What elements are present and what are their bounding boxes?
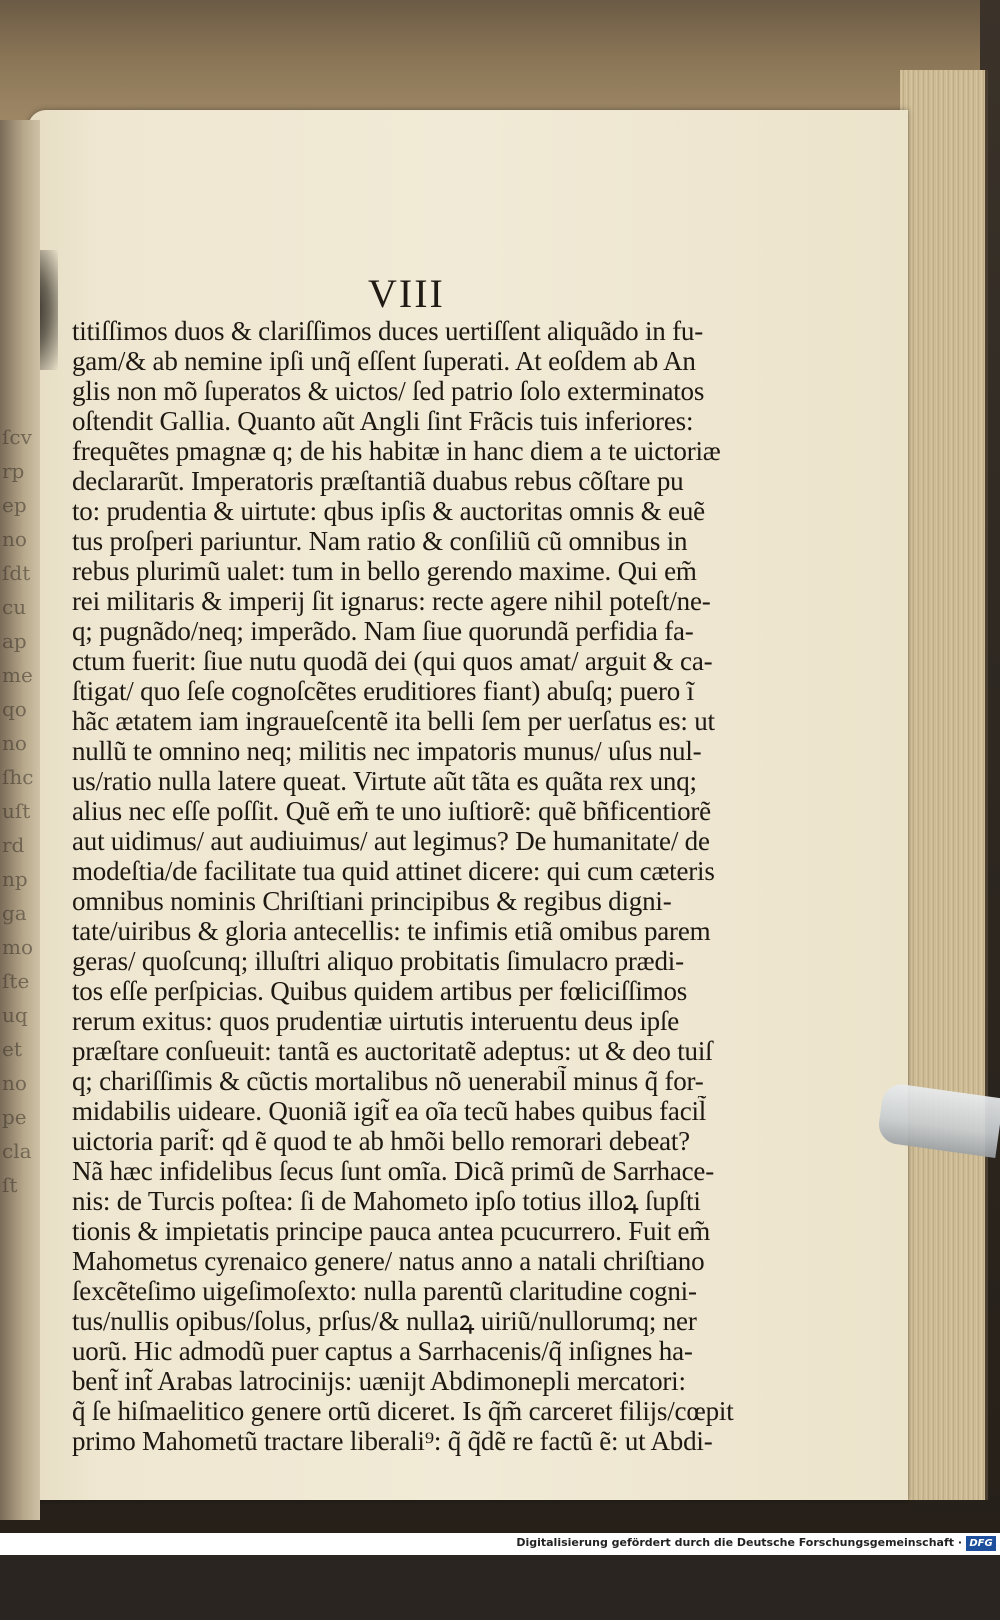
page-number: VIII <box>368 271 445 316</box>
text-line: q̃ ſe hiſmaelitico genere ortũ diceret. Is q̃m̃ carceret filijs/cœpit <box>72 1396 734 1426</box>
book-page <box>28 110 908 1500</box>
text-line: oſtendit Gallia. Quanto aũt Angli ſint Frãcis tuis inferiores: <box>72 406 694 436</box>
text-line: q; chariſſimis & cũctis mortalibus nõ uenerabil̃ minus q̃ for- <box>72 1066 704 1096</box>
text-line: aut uidimus/ aut audiuimus/ aut legimus? De humanitate/ de <box>72 826 710 856</box>
text-line: rebus plurimũ ualet: tum in bello gerendo maxime. Qui em̃ <box>72 556 697 586</box>
text-line: omnibus nominis Chriſtiani principibus & regibus digni- <box>72 886 672 916</box>
text-line: tate/uiribus & gloria antecellis: te infimis etiã omibus parem <box>72 916 711 946</box>
text-line: midabilis uideare. Quoniã igit̃ ea oĩa tecũ habes quibus facil̃ <box>72 1096 707 1126</box>
text-line: tos eſſe perſpicias. Quibus quidem artibus per fœliciſſimos <box>72 976 688 1006</box>
page-text-block <box>72 316 902 1456</box>
text-line: ſtigat/ quo ſeſe cognoſcẽtes eruditiores fiant) abuſq; puero ĩ <box>72 676 694 706</box>
text-line: to: prudentia & uirtute: qbus ipſis & auctoritas omnis & euẽ <box>72 496 705 526</box>
text-line: præſtare conſueuit: tantã es auctoritatẽ adeptus: ut & deo tuiſ <box>72 1036 713 1066</box>
text-line: bent̃ int̃ Arabas latrocinijs: uænijt Abdimonepli mercatori: <box>72 1366 686 1396</box>
text-line: titiſſimos duos & clariſſimos duces uertiſſent aliquãdo in fu- <box>72 316 703 346</box>
text-line: frequẽtes pmagnæ q; de his habitæ in hanc diem a te uictoriæ <box>72 436 721 466</box>
text-line: primo Mahometũ tractare liberali⁹: q̃ q̃dẽ re factũ ẽ: ut Abdi- <box>72 1426 713 1456</box>
left-page-text-fragment: ſcvrpepnoſdtcuapmeqonoſhcuſtrdnpgamoſteuqetnopeclaſt <box>2 425 34 1197</box>
dfg-logo: DFG <box>966 1536 996 1551</box>
text-line: hãc ætatem iam ingraueſcentẽ ita belli ſem per uerſatus es: ut <box>72 706 715 736</box>
text-line: uorũ. Hic admodũ puer captus a Sarrhacenis/q̃ inſignes ha- <box>72 1336 693 1366</box>
left-page-edge <box>0 120 40 1520</box>
text-line: rerum exitus: quos prudentiæ uirtutis interuentu deus ipſe <box>72 1006 680 1036</box>
text-line: Mahometus cyrenaico genere/ natus anno a natali chriſtiano <box>72 1246 705 1276</box>
text-line: declararũt. Imperatoris præſtantiã duabus rebus cõſtare pu <box>72 466 684 496</box>
text-line: q; pugnãdo/neq; imperãdo. Nam ſiue quorundã perfidia fa- <box>72 616 694 646</box>
text-line: nullũ te omnino neq; militis nec impatoris munus/ uſus nul- <box>72 736 702 766</box>
text-line: alius nec eſſe poſſit. Quẽ em̃ te uno iuſtiorẽ: quẽ bñficentiorẽ <box>72 796 711 826</box>
text-line: uictoria parit̃: qd ẽ quod te ab hmõi bello remorari debeat? <box>72 1126 690 1156</box>
footer-credit-text: Digitalisierung gefördert durch die Deutsche Forschungsgemeinschaft · <box>516 1536 962 1549</box>
text-line: ctum fuerit: ſiue nutu quodã dei (qui quos amat/ arguit & ca- <box>72 646 713 676</box>
text-line: tionis & impietatis principe pauca antea pcucurrero. Fuit em̃ <box>72 1216 711 1246</box>
text-line: tus/nullis opibus/ſolus, prſus/& nullaꝝ uiriũ/nullorumq; ner <box>72 1306 697 1336</box>
text-line: us/ratio nulla latere queat. Virtute aũt tãta es quãta rex unq; <box>72 766 697 796</box>
text-line: modeſtia/de facilitate tua quid attinet dicere: qui cum cæteris <box>72 856 715 886</box>
text-line: gam/& ab nemine ipſi unq̃ eſſent ſuperati. At eoſdem ab An <box>72 346 696 376</box>
text-line: geras/ quoſcunq; illuſtri aliquo probitatis ſimulacro prædi- <box>72 946 684 976</box>
text-line: glis non mõ ſuperatos & uictos/ ſed patrio ſolo exterminatos <box>72 376 705 406</box>
footer-bar <box>0 1533 1000 1555</box>
text-line: ſexcẽteſimo uigeſimoſexto: nulla parentũ claritudine cogni- <box>72 1276 697 1306</box>
text-line: rei militaris & imperij ſit ignarus: recte agere nihil poteſt/ne- <box>72 586 711 616</box>
text-line: nis: de Turcis poſtea: ſi de Mahometo ipſo totius illoꝝ ſupſti <box>72 1186 701 1216</box>
page-fore-edge <box>900 70 988 1500</box>
text-line: Nã hæc infidelibus ſecus ſunt omĩa. Dicã primũ de Sarrhace- <box>72 1156 715 1186</box>
text-line: tus proſperi pariuntur. Nam ratio & conſiliũ cũ omnibus in <box>72 526 688 556</box>
